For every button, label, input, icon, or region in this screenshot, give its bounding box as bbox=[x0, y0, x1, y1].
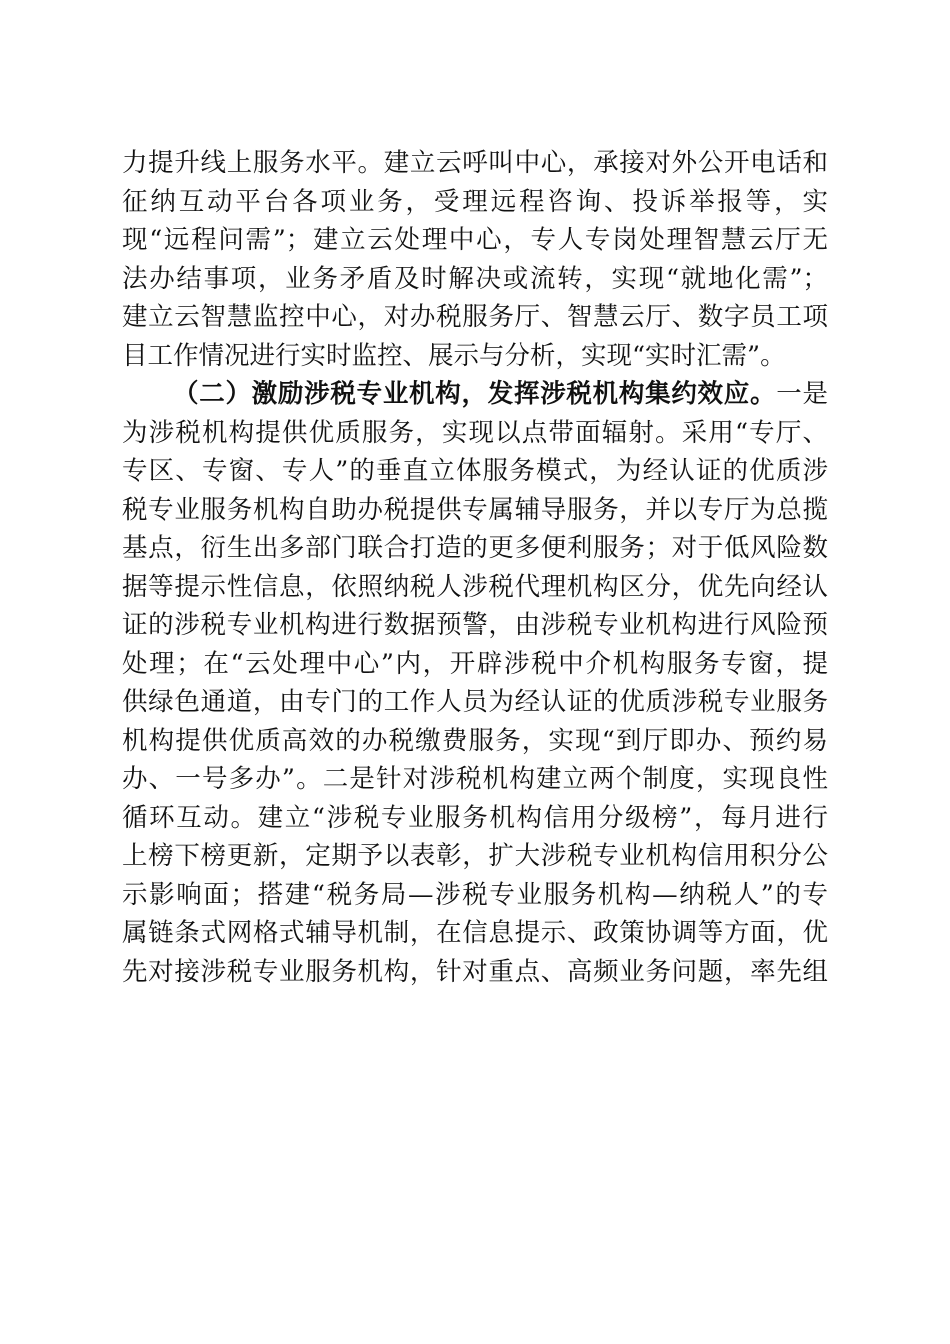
text-line: 专区、专窗、专人”的垂直立体服务模式，为经认证的优质涉 bbox=[122, 456, 828, 486]
text-line: 循环互动。建立“涉税专业服务机构信用分级榜”，每月进行 bbox=[122, 802, 828, 833]
text-line: 力提升线上服务水平。建立云呼叫中心，承接对外公开电话和 bbox=[122, 148, 828, 178]
section-first-line-text: 一是 bbox=[776, 379, 828, 409]
text-line: 处理；在“云处理中心”内，开辟涉税中介机构服务专窗，提 bbox=[122, 648, 828, 679]
text-line: 建立云智慧监控中心，对办税服务厅、智慧云厅、数字员工项 bbox=[122, 302, 828, 332]
text-line: 示影响面；搭建“税务局—涉税专业服务机构—纳税人”的专 bbox=[122, 879, 828, 910]
text-line: 先对接涉税专业服务机构，针对重点、高频业务问题，率先组 bbox=[122, 956, 828, 987]
text-line: 据等提示性信息，依照纳税人涉税代理机构区分，优先向经认 bbox=[122, 571, 828, 602]
text-line: 基点，衍生出多部门联合打造的更多便利服务；对于低风险数 bbox=[122, 533, 828, 563]
text-line: 上榜下榜更新，定期予以表彰，扩大涉税专业机构信用积分公 bbox=[122, 841, 828, 871]
text-line: 机构提供优质高效的办税缴费服务，实现“到厅即办、预约易 bbox=[122, 725, 828, 756]
section-heading-line bbox=[122, 375, 828, 414]
text-line: 目工作情况进行实时监控、展示与分析，实现“实时汇需”。 bbox=[122, 340, 786, 371]
text-line: 供绿色通道，由专门的工作人员为经认证的优质涉税专业服务 bbox=[122, 687, 828, 717]
text-line: 法办结事项，业务矛盾及时解决或流转，实现“就地化需”； bbox=[122, 263, 828, 294]
text-line: 现“远程问需”；建立云处理中心，专人专岗处理智慧云厅无 bbox=[122, 225, 828, 255]
text-line: 办、一号多办”。二是针对涉税机构建立两个制度，实现良性 bbox=[122, 764, 828, 794]
text-line: 征纳互动平台各项业务，受理远程咨询、投诉举报等，实 bbox=[122, 186, 828, 217]
text-line: 税专业服务机构自助办税提供专属辅导服务，并以专厅为总揽 bbox=[122, 494, 828, 525]
text-line: 为涉税机构提供优质服务，实现以点带面辐射。采用“专厅、 bbox=[122, 417, 828, 448]
section-heading: （二）激励涉税专业机构，发挥涉税机构集约效应。 bbox=[173, 379, 777, 409]
text-line: 证的涉税专业机构进行数据预警，由涉税专业机构进行风险预 bbox=[122, 610, 828, 640]
text-line: 属链条式网格式辅导机制，在信息提示、政策协调等方面，优 bbox=[122, 918, 828, 948]
body-text bbox=[122, 144, 828, 991]
